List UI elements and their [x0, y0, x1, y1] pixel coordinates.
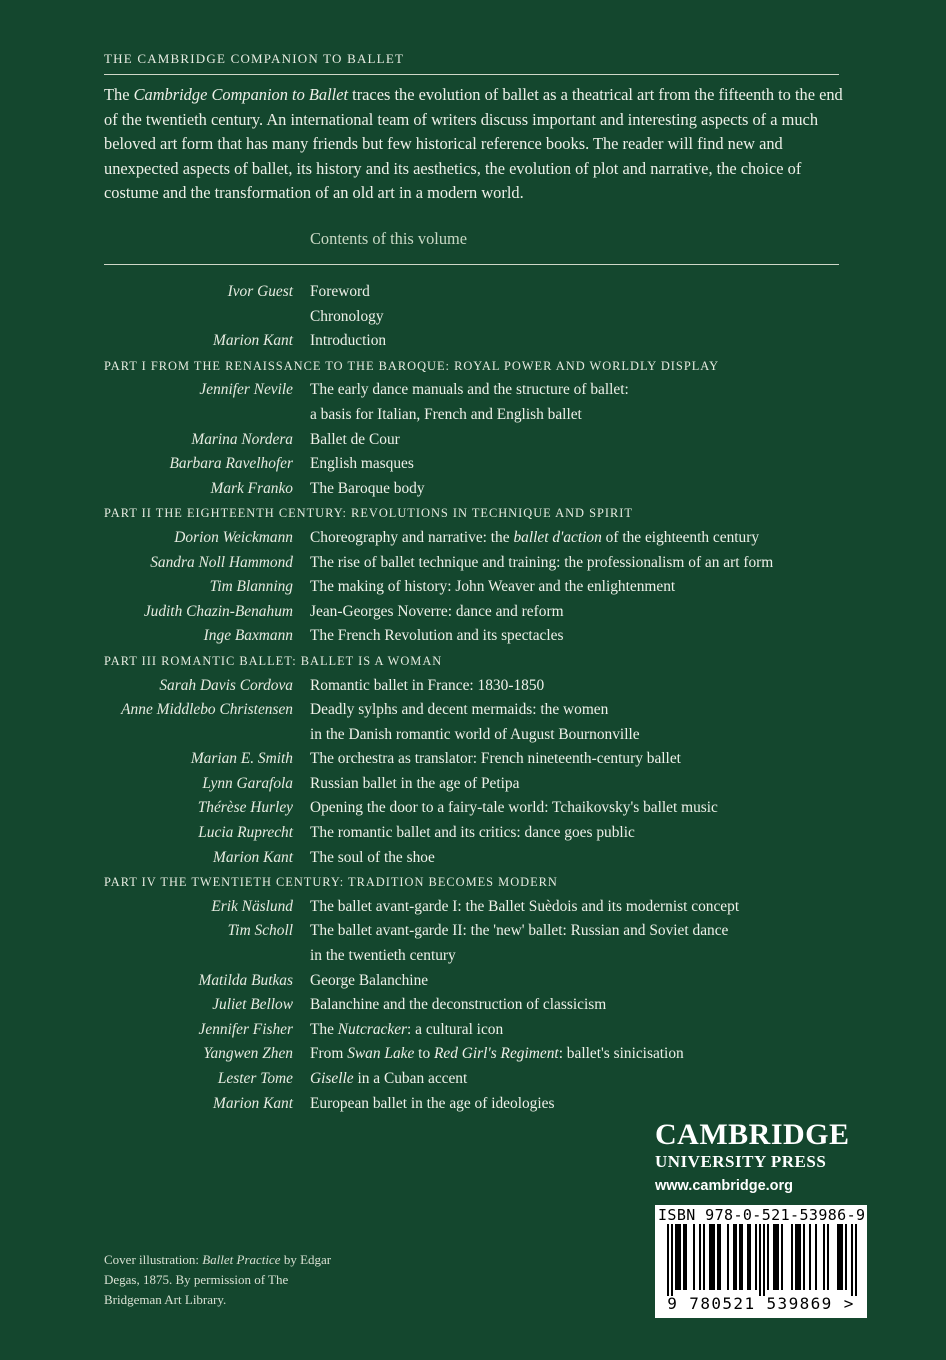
barcode-bar — [677, 1224, 679, 1290]
chapter-title-segment: European ballet in the age of ideologies — [310, 1094, 555, 1112]
toc-entry — [104, 428, 844, 453]
chapter-title-segment: Opening the door to a fairy-tale world: Tchaikovsky's ballet music — [310, 799, 718, 817]
chapter-title — [310, 378, 629, 403]
toc-entry — [104, 1018, 844, 1043]
barcode-bar — [683, 1224, 685, 1290]
chapter-author: Marion Kant — [213, 332, 293, 350]
chapter-title-segment: Nutcracker — [337, 1020, 408, 1038]
chapter-title — [310, 428, 400, 453]
chapter-title — [310, 329, 386, 354]
barcode-bar — [799, 1224, 801, 1290]
chapter-title-segment: of the eighteenth century — [601, 528, 760, 546]
publisher-name: CAMBRIDGE — [655, 1118, 850, 1151]
chapter-author: Barbara Ravelhofer — [169, 455, 293, 473]
toc-entry — [104, 403, 844, 428]
barcode-bar — [845, 1224, 847, 1290]
blurb-title: Cambridge Companion to Ballet — [133, 85, 349, 104]
chapter-author: Jennifer Nevile — [199, 381, 293, 399]
barcode-bar — [759, 1224, 761, 1296]
chapter-title-segment: Romantic ballet in France: 1830-1850 — [310, 676, 545, 694]
chapter-title-segment: The Baroque body — [310, 479, 425, 497]
toc-entry — [104, 329, 844, 354]
barcode-bar — [773, 1224, 775, 1290]
chapter-title — [310, 600, 564, 625]
toc-entry — [104, 747, 844, 772]
toc-entry — [104, 723, 844, 748]
chapter-title-segment: The orchestra as translator: French nineteenth-century ballet — [310, 750, 681, 768]
barcode-bar — [827, 1224, 829, 1290]
publisher-subtitle: UNIVERSITY PRESS — [655, 1152, 827, 1171]
ean-digits: 9 780521 539869 > — [667, 1294, 855, 1313]
isbn-barcode — [655, 1205, 867, 1318]
chapter-title-segment: Ballet de Cour — [310, 430, 400, 448]
barcode-bar — [717, 1224, 719, 1290]
chapter-title — [310, 280, 370, 305]
barcode-bar — [809, 1224, 811, 1290]
top-rule — [104, 74, 839, 75]
chapter-title — [310, 723, 640, 748]
barcode-bar — [839, 1224, 841, 1290]
toc-entry — [104, 477, 844, 502]
part-heading: PART IV THE TWENTIETH CENTURY: TRADITION BECOMES MODERN — [104, 875, 558, 890]
chapter-author: Dorion Weickmann — [174, 528, 293, 546]
chapter-title — [310, 772, 519, 797]
barcode-bar — [733, 1224, 735, 1290]
barcode-bar — [841, 1224, 843, 1290]
chapter-title-segment: The rise of ballet technique and training: the professionalism of an art form — [310, 553, 774, 571]
toc-entry — [104, 944, 844, 969]
barcode-bar — [791, 1224, 793, 1290]
barcode-bar — [797, 1224, 799, 1290]
barcode-bar — [777, 1224, 779, 1290]
chapter-author: Jennifer Fisher — [198, 1020, 293, 1038]
barcode-bar — [703, 1224, 705, 1290]
toc-entry — [104, 1092, 844, 1117]
toc-entry — [104, 1067, 844, 1092]
toc-entry — [104, 1042, 844, 1067]
chapter-title — [310, 747, 681, 772]
chapter-title — [310, 821, 635, 846]
toc-entry — [104, 796, 844, 821]
barcode-bar — [781, 1224, 783, 1290]
chapter-author: Inge Baxmann — [203, 627, 293, 645]
toc-entry — [104, 993, 844, 1018]
chapter-author: Anne Middlebo Christensen — [121, 701, 293, 719]
chapter-author: Marion Kant — [213, 1094, 293, 1112]
chapter-author: Sandra Noll Hammond — [150, 553, 293, 571]
cover-credit — [104, 1250, 334, 1310]
chapter-title — [310, 624, 563, 649]
chapter-title-segment: The French Revolution and its spectacles — [310, 627, 564, 645]
chapter-title-segment: Giselle — [310, 1070, 354, 1087]
book-description — [104, 83, 844, 206]
chapter-title — [310, 403, 582, 428]
isbn-label: ISBN 978-0-521-53986-9 — [658, 1206, 866, 1224]
barcode-bar — [767, 1224, 769, 1290]
publisher-logo — [655, 1120, 850, 1194]
chapter-author: Marion Kant — [213, 848, 293, 866]
chapter-author: Yangwen Zhen — [203, 1045, 293, 1063]
barcode-bar — [685, 1224, 687, 1290]
chapter-title — [310, 305, 384, 330]
barcode-bar — [739, 1224, 741, 1290]
chapter-author: Juliet Bellow — [212, 996, 293, 1014]
chapter-title — [310, 452, 414, 477]
barcode-bar — [795, 1224, 797, 1290]
chapter-title-segment: From — [310, 1045, 348, 1063]
barcode-bar — [735, 1224, 737, 1290]
part-heading: PART I FROM THE RENAISSANCE TO THE BAROQUE: ROYAL POWER AND WORLDLY DISPLAY — [104, 358, 720, 373]
series-title: THE CAMBRIDGE COMPANION TO BALLET — [104, 51, 405, 66]
toc-entry — [104, 575, 844, 600]
barcode-bar — [755, 1224, 757, 1290]
chapter-title — [310, 993, 606, 1018]
chapter-title — [310, 575, 675, 600]
chapter-author: Mark Franko — [210, 479, 293, 497]
toc-entry — [104, 969, 844, 994]
chapter-title — [310, 526, 759, 551]
chapter-title — [310, 944, 456, 969]
toc-entry — [104, 452, 844, 477]
barcode-bar — [837, 1224, 839, 1290]
credit-suffix: by Edgar Degas, 1875. By permission of The Bridgeman Art Library. — [104, 1252, 332, 1307]
chapter-title-segment: in the twentieth century — [310, 947, 456, 965]
toc-entry — [104, 378, 844, 403]
barcode-bar — [763, 1224, 765, 1296]
chapter-title-segment: The early dance manuals and the structure of ballet: — [310, 381, 629, 399]
barcode-bar — [851, 1224, 853, 1296]
chapter-title-segment: The ballet avant-garde I: the Ballet Suèdois and its modernist concept — [310, 897, 740, 915]
chapter-author: Ivor Guest — [227, 283, 293, 300]
barcode-bar — [855, 1224, 857, 1296]
chapter-author — [104, 723, 293, 748]
toc-entry — [104, 624, 844, 649]
chapter-title-segment: Red Girl's Regiment — [434, 1045, 559, 1063]
barcode-bar — [747, 1224, 749, 1290]
chapter-title-segment: Introduction — [310, 332, 387, 350]
publisher-url: www.cambridge.org — [655, 1178, 794, 1194]
chapter-title-segment: The — [310, 1020, 338, 1038]
credit-work: Ballet Practice — [202, 1252, 281, 1267]
toc-entry — [104, 821, 844, 846]
chapter-title — [310, 1042, 684, 1067]
chapter-author — [104, 305, 293, 330]
chapter-author: Lester Tome — [217, 1070, 293, 1087]
chapter-title-segment: Swan Lake — [347, 1045, 415, 1063]
chapter-title — [310, 477, 425, 502]
chapter-author: Marian E. Smith — [190, 750, 293, 768]
blurb-lead: The — [104, 85, 134, 104]
chapter-author: Lucia Ruprecht — [198, 824, 293, 842]
barcode-bar — [803, 1224, 805, 1290]
barcode-bar — [741, 1224, 743, 1290]
toc-entry — [104, 846, 844, 871]
chapter-author: Erik Näslund — [211, 897, 293, 915]
chapter-author: Lynn Garafola — [202, 774, 293, 792]
chapter-title — [310, 969, 428, 994]
chapter-author: Thérèse Hurley — [197, 799, 293, 817]
toc-entry — [104, 772, 844, 797]
chapter-title-segment: to — [414, 1045, 434, 1063]
barcode-bar — [693, 1224, 695, 1290]
chapter-title-segment: The ballet avant-garde II: the 'new' ballet: Russian and Soviet dance — [310, 922, 729, 940]
chapter-author — [104, 944, 293, 969]
chapter-title-segment: Jean-Georges Noverre: dance and reform — [310, 602, 564, 620]
contents-heading: Contents of this volume — [310, 229, 468, 248]
toc-entry — [104, 305, 844, 330]
chapter-author: Matilda Butkas — [198, 971, 293, 989]
barcode-bar — [709, 1224, 711, 1290]
toc-entry — [104, 600, 844, 625]
chapter-title-segment: English masques — [310, 455, 414, 473]
toc-entry — [104, 919, 844, 944]
barcode-bar — [775, 1224, 777, 1290]
table-of-contents — [104, 280, 844, 1116]
chapter-title-segment: George Balanchine — [310, 971, 429, 989]
barcode-bar — [823, 1224, 825, 1290]
chapter-title — [310, 1067, 467, 1092]
chapter-title-segment: : a cultural icon — [407, 1020, 504, 1038]
chapter-title-segment: Balanchine and the deconstruction of classicism — [310, 996, 607, 1014]
chapter-author — [104, 403, 293, 428]
chapter-title-segment: The soul of the shoe — [310, 848, 435, 866]
chapter-title — [310, 846, 435, 871]
contents-rule — [104, 264, 839, 265]
chapter-title — [310, 674, 544, 699]
chapter-title — [310, 551, 773, 576]
barcode-bar — [815, 1224, 817, 1290]
chapter-author: Judith Chazin-Benahum — [143, 602, 293, 620]
part-heading: PART III ROMANTIC BALLET: BALLET IS A WOMAN — [104, 653, 443, 668]
chapter-author: Marina Nordera — [191, 430, 293, 448]
barcode-bar — [667, 1224, 669, 1296]
chapter-title-segment: The making of history: John Weaver and the enlightenment — [310, 578, 676, 596]
chapter-title-segment: a basis for Italian, French and English ballet — [310, 405, 582, 423]
chapter-title — [310, 698, 608, 723]
toc-entry — [104, 526, 844, 551]
barcode-bars — [655, 1224, 867, 1296]
credit-prefix: Cover illustration: — [104, 1252, 203, 1267]
chapter-title-segment: Chronology — [310, 307, 384, 325]
barcode-bar — [699, 1224, 701, 1290]
barcode-bar — [679, 1224, 681, 1290]
barcode-bar — [727, 1224, 729, 1290]
barcode-bar — [749, 1224, 751, 1290]
chapter-title-segment: Choreography and narrative: the — [310, 528, 514, 546]
chapter-title-segment: in the Danish romantic world of August Bournonville — [310, 725, 640, 743]
barcode-bar — [675, 1224, 677, 1290]
barcode-bar — [711, 1224, 713, 1290]
chapter-author: Tim Blanning — [209, 578, 293, 596]
barcode-bar — [671, 1224, 673, 1296]
toc-entry — [104, 674, 844, 699]
barcode-bar — [719, 1224, 721, 1290]
toc-entry — [104, 895, 844, 920]
chapter-title — [310, 1092, 554, 1117]
chapter-title-segment: ballet d'action — [513, 528, 602, 546]
toc-entry — [104, 551, 844, 576]
chapter-title — [310, 919, 728, 944]
chapter-title-segment: : ballet's sinicisation — [558, 1045, 684, 1063]
part-heading: PART II THE EIGHTEENTH CENTURY: REVOLUTIONS IN TECHNIQUE AND SPIRIT — [104, 506, 633, 521]
chapter-title-segment: The romantic ballet and its critics: dance goes public — [310, 824, 635, 842]
toc-entry — [104, 698, 844, 723]
chapter-title — [310, 895, 739, 920]
chapter-title — [310, 796, 718, 821]
toc-entry — [104, 280, 844, 305]
chapter-title-segment: Foreword — [310, 283, 370, 300]
barcode-bar — [713, 1224, 715, 1290]
chapter-title-segment: Russian ballet in the age of Petipa — [310, 774, 520, 792]
chapter-title — [310, 1018, 503, 1043]
blurb-body: traces the evolution of ballet as a theatrical art from the fifteenth to the end of the twentieth century. An international team of writers discuss important and interesting aspects of a much beloved art form that has many friends but few historical reference books. The reader will find new and unexpected aspects of ballet, its history and its aesthetics, the evolution of plot and narrative, the choice of costume and the transformation of an old art in a modern world. — [104, 85, 843, 203]
chapter-title-segment: in a Cuban accent — [353, 1070, 468, 1087]
chapter-author: Sarah Davis Cordova — [159, 676, 293, 694]
chapter-author: Tim Scholl — [227, 922, 293, 940]
chapter-title-segment: Deadly sylphs and decent mermaids: the women — [310, 701, 609, 719]
